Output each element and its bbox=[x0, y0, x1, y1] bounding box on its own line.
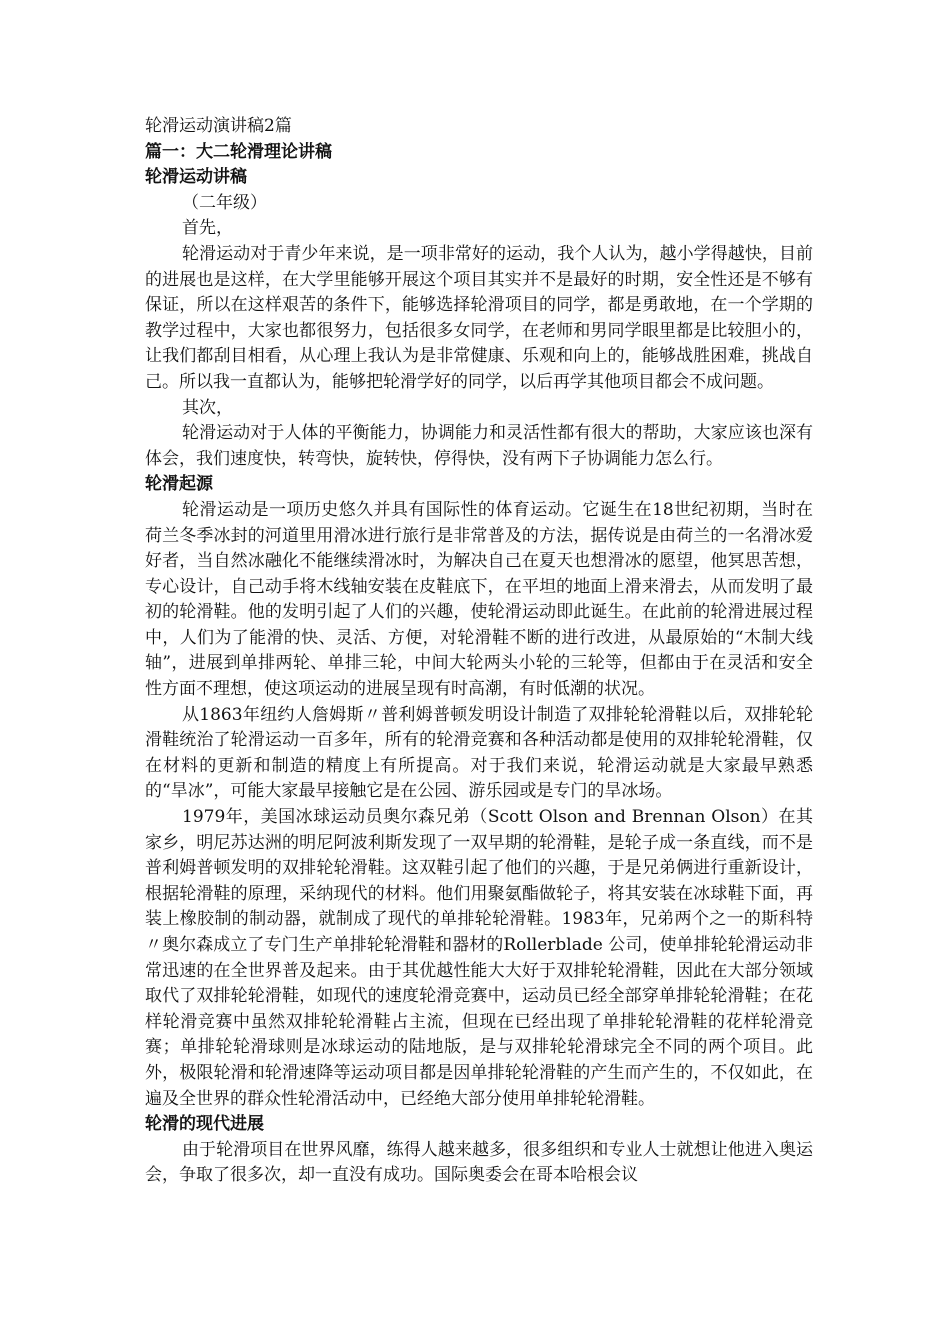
first-label: 首先， bbox=[182, 218, 233, 239]
paragraph-3: 轮滑运动是一项历史悠久并具有国际性的体育运动。它诞生在18世纪初期，当时在荷兰冬季冰封的河道里用滑冰进行旅行是非常普及的方法，据传说是由荷兰的一名滑冰爱好者，当自然冰融化不能继续滑冰时，为解决自己在夏天也想滑冰的愿望，他冥思苦想，专心设计，自己动手将木线轴安装在皮鞋底下，在平坦的地面上滑来滑去，从而发明了最初的轮滑鞋。他的发明引起了人们的兴趣，使轮滑运动即此诞生。在此前的轮滑进展过程中，人们为了能滑的快、灵活、方便，对轮滑鞋不断的进行改进，从最原始的“木制大线轴”，进展到单排两轮、单排三轮，中间大轮两头小轮的三轮等，但都由于在灵活和安全性方面不理想，使这项运动的进展呈现有时高潮，有时低潮的状况。 bbox=[145, 499, 813, 700]
paragraph-4: 从1863年纽约人詹姆斯〃普利姆普顿发明设计制造了双排轮轮滑鞋以后，双排轮轮滑鞋统治了轮滑运动一百多年，所有的轮滑竞赛和各种活动都是使用的双排轮轮滑鞋，仅在材料的更新和制造的精度上有所提高。对于我们来说，轮滑运动就是大家最早熟悉的“旱冰”，可能大家最早接触它是在公园、游乐园或是专门的旱冰场。 bbox=[145, 704, 813, 802]
speech-title: 轮滑运动讲稿 bbox=[145, 167, 247, 188]
grade-label: （二年级） bbox=[182, 192, 267, 213]
paragraph-6: 由于轮滑项目在世界风靡，练得人越来越多，很多组织和专业人士就想让他进入奥运会，争取了很多次，却一直没有成功。国际奥委会在哥本哈根会议 bbox=[145, 1139, 813, 1186]
paragraph-5: 1979年，美国冰球运动员奥尔森兄弟（Scott Olson and Brennan Olson）在其家乡，明尼苏达洲的明尼阿波利斯发现了一双早期的轮滑鞋，是轮子成一条直线，而不是普利姆普顿发明的双排轮轮滑鞋。这双鞋引起了他们的兴趣，于是兄弟俩进行重新设计，根据轮滑鞋的原理，采纳现代的材料。他们用聚氨酯做轮子，将其安装在冰球鞋下面，再装上橡胶制的制动器，就制成了现代的单排轮轮滑鞋。1983年，兄弟两个之一的斯科特〃奥尔森成立了专门生产单排轮轮滑鞋和器材的Rollerblade 公司，使单排轮轮滑运动非常迅速的在全世界普及起来。由于其优越性能大大好于双排轮轮滑鞋，因此在大部分领域取代了双排轮轮滑鞋，如现代的速度轮滑竞赛中，运动员已经全部穿单排轮轮滑鞋；在花样轮滑竞赛中虽然双排轮轮滑鞋占主流，但现在已经出现了单排轮轮滑鞋的花样轮滑竞赛；单排轮轮滑球则是冰球运动的陆地版，是与双排轮轮滑球完全不同的两个项目。此外，极限轮滑和轮滑速降等运动项目都是因单排轮轮滑鞋的产生而产生的，不仅如此，在遍及全世界的群众性轮滑活动中，已经绝大部分使用单排轮轮滑鞋。 bbox=[145, 807, 813, 1109]
modern-heading: 轮滑的现代进展 bbox=[145, 1114, 264, 1135]
document-page bbox=[145, 114, 813, 1189]
paragraph-1: 轮滑运动对于青少年来说，是一项非常好的运动，我个人认为，越小学得越快，目前的进展也是这样，在大学里能够开展这个项目其实并不是最好的时期，安全性还是不够有保证，所以在这样艰苦的条件下，能够选择轮滑项目的同学，都是勇敢地，在一个学期的教学过程中，大家也都很努力，包括很多女同学，在老师和男同学眼里都是比较胆小的，让我们都刮目相看，从心理上我认为是非常健康、乐观和向上的，能够战胜困难，挑战自己。所以我一直都认为，能够把轮滑学好的同学，以后再学其他项目都会不成问题。 bbox=[145, 243, 813, 392]
origin-heading: 轮滑起源 bbox=[145, 474, 213, 495]
second-label: 其次， bbox=[182, 397, 233, 418]
paragraph-2: 轮滑运动对于人体的平衡能力，协调能力和灵活性都有很大的帮助，大家应该也深有体会，我们速度快，转弯快，旋转快，停得快，没有两下子协调能力怎么行。 bbox=[145, 423, 813, 469]
section-heading: 篇一：大二轮滑理论讲稿 bbox=[145, 141, 332, 162]
document-title: 轮滑运动演讲稿2篇 bbox=[145, 116, 292, 136]
